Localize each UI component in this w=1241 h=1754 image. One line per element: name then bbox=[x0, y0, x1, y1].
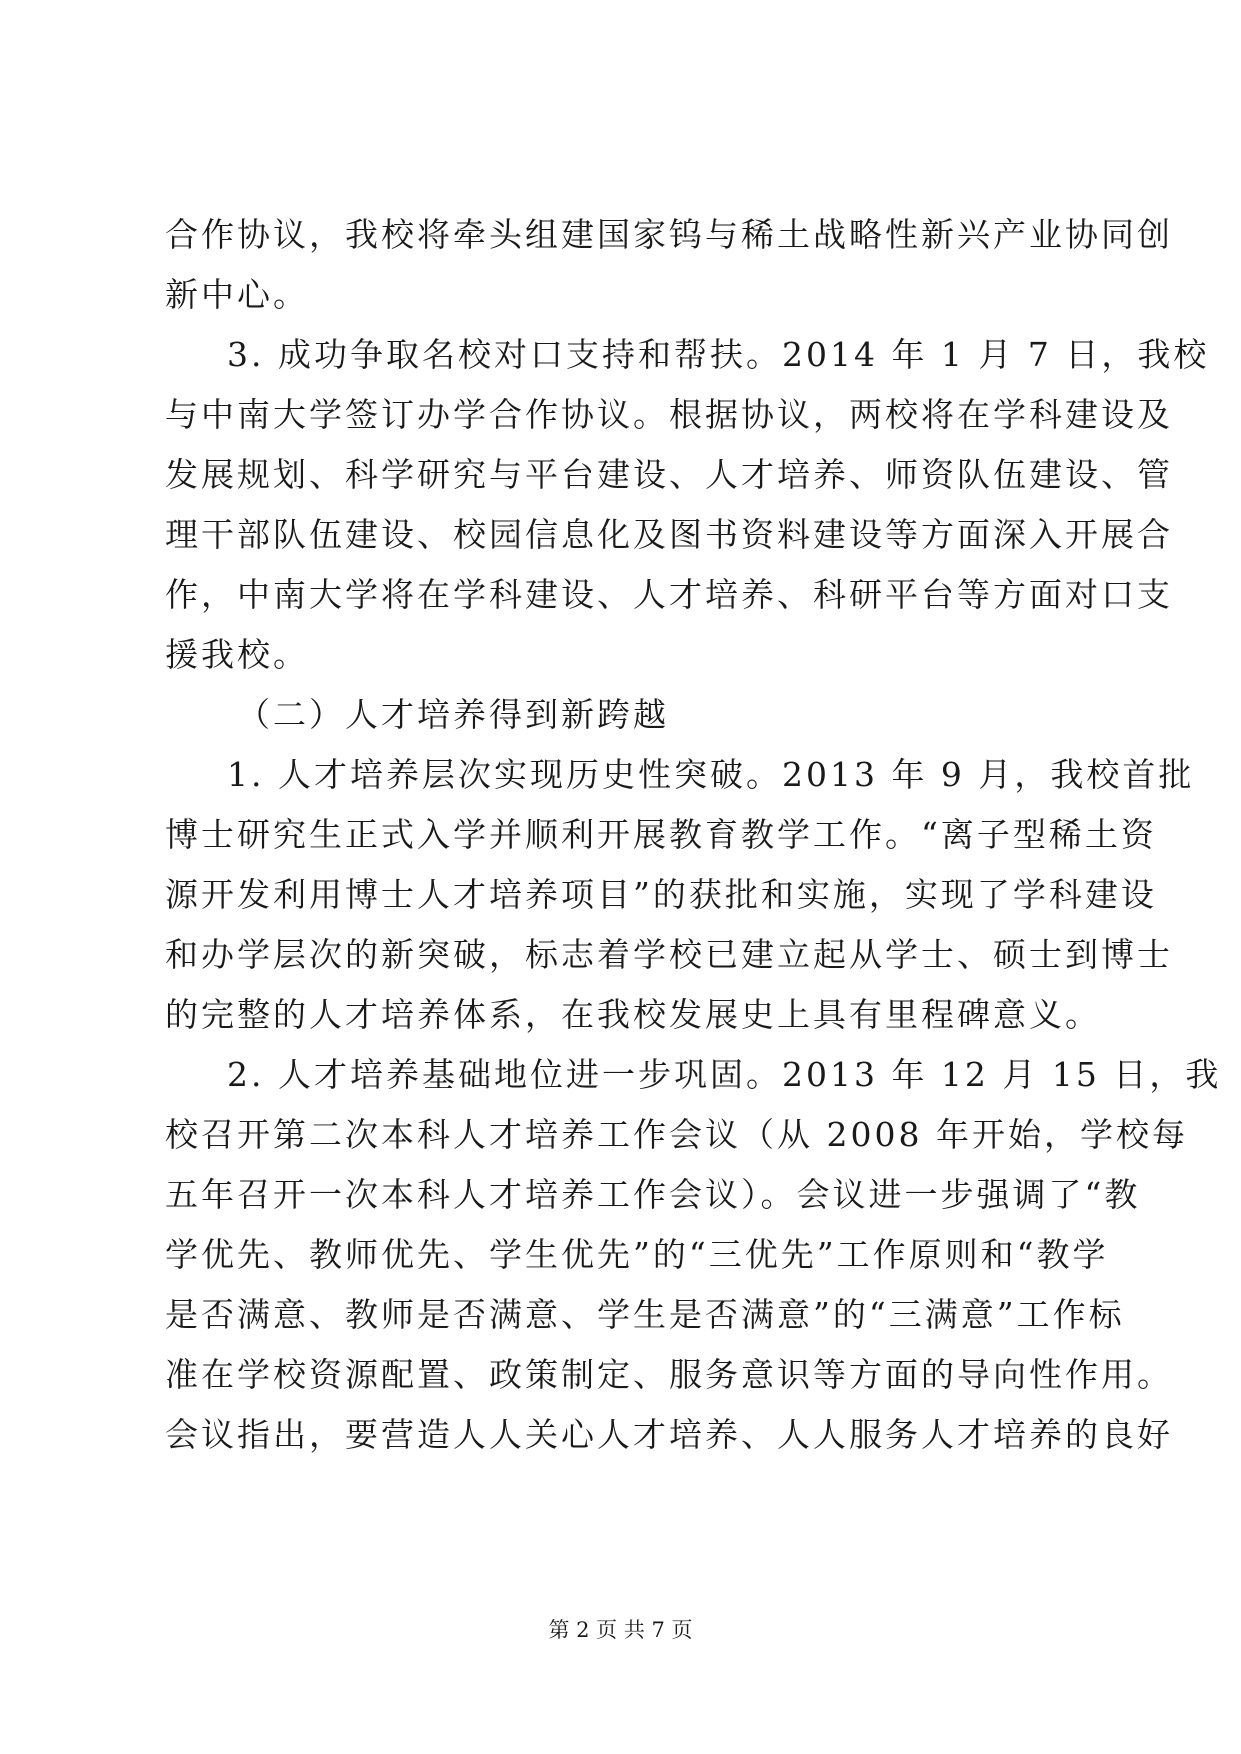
text-line: 作，中南大学将在学科建设、人才培养、科研平台等方面对口支 bbox=[165, 575, 1173, 614]
text-line: 是否满意、教师是否满意、学生是否满意”的“三满意”工作标 bbox=[165, 1295, 1125, 1334]
text-line: 和办学层次的新突破，标志着学校已建立起从学士、硕士到博士 bbox=[165, 935, 1173, 974]
text-line: 的完整的人才培养体系，在我校发展史上具有里程碑意义。 bbox=[165, 995, 1101, 1034]
text-line: 校召开第二次本科人才培养工作会议（从 2008 年开始，学校每 bbox=[165, 1115, 1188, 1154]
text-line: 合作协议，我校将牵头组建国家钨与稀土战略性新兴产业协同创 bbox=[165, 215, 1173, 254]
page-number-footer: 第 2 页 共 7 页 bbox=[548, 1618, 693, 1642]
section-heading: （二）人才培养得到新跨越 bbox=[237, 695, 669, 734]
text-line: 准在学校资源配置、政策制定、服务意识等方面的导向性作用。 bbox=[165, 1355, 1173, 1394]
text-line: 源开发利用博士人才培养项目”的获批和实施，实现了学科建设 bbox=[165, 875, 1157, 914]
text-line: 2. 人才培养基础地位进一步巩固。2013 年 12 月 15 日，我 bbox=[227, 1055, 1222, 1094]
text-line: 理干部队伍建设、校园信息化及图书资料建设等方面深入开展合 bbox=[165, 515, 1173, 554]
text-line: 与中南大学签订办学合作协议。根据协议，两校将在学科建设及 bbox=[165, 395, 1173, 434]
body-text bbox=[165, 205, 1222, 1465]
text-line: 博士研究生正式入学并顺利开展教育教学工作。“离子型稀土资 bbox=[165, 815, 1157, 854]
text-line: 五年召开一次本科人才培养工作会议）。会议进一步强调了“教 bbox=[165, 1175, 1141, 1214]
text-line: 会议指出，要营造人人关心人才培养、人人服务人才培养的良好 bbox=[165, 1415, 1173, 1454]
text-line: 援我校。 bbox=[165, 635, 309, 674]
text-line: 新中心。 bbox=[165, 275, 309, 314]
text-line: 学优先、教师优先、学生优先”的“三优先”工作原则和“教学 bbox=[165, 1235, 1109, 1274]
text-line: 3. 成功争取名校对口支持和帮扶。2014 年 1 月 7 日，我校 bbox=[227, 335, 1210, 374]
text-line: 1. 人才培养层次实现历史性突破。2013 年 9 月，我校首批 bbox=[227, 755, 1195, 794]
text-line: 发展规划、科学研究与平台建设、人才培养、师资队伍建设、管 bbox=[165, 455, 1173, 494]
